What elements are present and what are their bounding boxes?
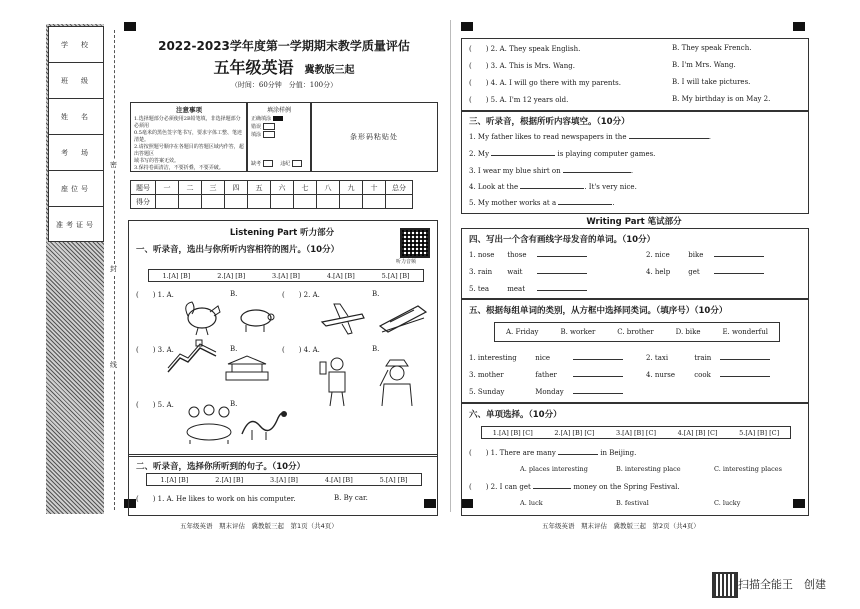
notice-line: 1.选择题部分必须使用2B铅笔填，非选择题部分必须用 bbox=[134, 116, 241, 129]
question-label: ( ) 1. A. He likes to work on his computer. bbox=[136, 495, 296, 503]
word-bank-option: D. bike bbox=[675, 328, 701, 336]
answer-blank[interactable] bbox=[720, 376, 770, 377]
mc-stem: money on the Spring Festival. bbox=[573, 483, 680, 491]
category-word: 4. nurse bbox=[646, 371, 676, 379]
option-b-label: B. bbox=[230, 290, 238, 298]
fill-blank-text: . bbox=[612, 199, 615, 207]
score-header-cell: 三 bbox=[202, 181, 225, 195]
subject-line bbox=[128, 55, 440, 78]
absent-label: 缺考 bbox=[251, 161, 262, 167]
part6-title: 六、单项选择。（10分） bbox=[469, 410, 562, 420]
dragon-dance-picture bbox=[240, 404, 288, 442]
cheat-checkbox[interactable] bbox=[292, 160, 302, 167]
absent-checkbox[interactable] bbox=[263, 160, 273, 167]
qr-code-icon[interactable] bbox=[400, 228, 430, 258]
answer-choice[interactable]: 5.[A] [B] bbox=[381, 271, 410, 280]
question-label: ( ) 3. A. This is Mrs. Wang. bbox=[469, 62, 575, 70]
category-word: Monday bbox=[535, 388, 564, 396]
score-cell[interactable] bbox=[225, 195, 248, 209]
fill-correct-label: 正确填涂 bbox=[251, 116, 272, 122]
phonics-word: those bbox=[507, 251, 527, 259]
part2-answer-row bbox=[146, 473, 422, 486]
score-header-cell: 五 bbox=[248, 181, 271, 195]
answer-blank[interactable] bbox=[629, 138, 709, 139]
phonics-word: 3. rain bbox=[469, 268, 493, 276]
notice-line: 2.请按照题号顺序在各题目的答题区域内作答，超出答题区 bbox=[134, 144, 244, 157]
registration-mark bbox=[793, 22, 805, 31]
word-bank-option: C. brother bbox=[617, 328, 654, 336]
page1-footer: 五年级英语 期末评估 冀教版三起 第1页（共4页） bbox=[180, 522, 338, 530]
category-item bbox=[469, 354, 623, 362]
score-header-cell: 总分 bbox=[386, 181, 413, 195]
mc-option[interactable]: B. festival bbox=[616, 499, 649, 507]
part5-title: 五、根据每组单词的类别，从方框中选择同类词。（填序号）（10分） bbox=[469, 306, 728, 316]
score-header-cell: 四 bbox=[225, 181, 248, 195]
turkey-picture bbox=[180, 298, 226, 336]
fill-blank-text: . It's very nice. bbox=[584, 183, 637, 191]
exam-room-field: 考 场 bbox=[49, 135, 103, 171]
word-bank-box bbox=[494, 322, 780, 342]
exam-title: 2022-2023学年度第一学期期末教学质量评估 bbox=[158, 39, 410, 53]
answer-blank[interactable] bbox=[537, 256, 587, 257]
option-b-label: B. I'm Mrs. Wang. bbox=[672, 61, 736, 69]
time-info: （时间：60分钟 分值：100分） bbox=[230, 81, 338, 89]
police-officer-picture bbox=[374, 356, 420, 408]
fill-blank-text: . bbox=[630, 167, 634, 175]
score-table bbox=[130, 180, 413, 209]
option-b-label: B. They speak French. bbox=[672, 44, 752, 52]
airplane-picture bbox=[318, 300, 366, 336]
answer-blank[interactable] bbox=[714, 273, 764, 274]
part1-title: 一、听录音，选出与你所听内容相符的图片。（10分） bbox=[136, 245, 340, 255]
phonics-item bbox=[469, 268, 587, 276]
answer-choice[interactable]: 2.[A] [B] [C] bbox=[554, 428, 595, 437]
answer-choice[interactable]: 3.[A] [B] bbox=[272, 271, 300, 280]
wrong-fill-icon bbox=[263, 131, 275, 138]
category-item bbox=[646, 354, 770, 362]
category-word: father bbox=[535, 371, 557, 379]
question-label: ( ) 4. A. I will go there with my parents. bbox=[469, 79, 621, 87]
fill-blank-text: is playing computer games. bbox=[557, 150, 656, 158]
fill-example-title: 填涂样例 bbox=[266, 107, 291, 114]
answer-blank[interactable] bbox=[520, 188, 584, 189]
part6-answer-row bbox=[481, 426, 791, 439]
score-table-score-row bbox=[131, 195, 413, 209]
fill-blank-item bbox=[469, 150, 655, 158]
word-bank-option: A. Friday bbox=[505, 328, 539, 336]
phonics-word: wait bbox=[507, 268, 523, 276]
notice-line: 0.5毫米的黑色签字笔书写，要求字体工整、笔迹清楚。 bbox=[134, 130, 242, 143]
mc-option[interactable]: B. interesting place bbox=[616, 465, 681, 473]
score-header-cell: 九 bbox=[340, 181, 363, 195]
fill-blank-text: . bbox=[708, 133, 711, 141]
option-b-label: B. My birthday is on May 2. bbox=[672, 95, 771, 103]
student-info-strip bbox=[48, 26, 104, 242]
notice-line: 3.保持卷面清洁，不要折叠，不要弄破。 bbox=[134, 165, 224, 171]
mc-option[interactable]: A. luck bbox=[520, 499, 543, 507]
fill-blank-text: 1. My father likes to read newspapers in the bbox=[469, 133, 627, 141]
pig-picture bbox=[236, 304, 276, 334]
answer-choice[interactable]: 4.[A] [B] bbox=[326, 271, 355, 280]
option-b-label: B. I will take pictures. bbox=[672, 78, 751, 86]
category-word: nice bbox=[535, 354, 551, 362]
category-word: cook bbox=[694, 371, 711, 379]
question-label: ( ) 2. A. bbox=[282, 291, 320, 299]
cheat-label: 违纪 bbox=[280, 161, 291, 167]
score-header-cell: 六 bbox=[271, 181, 294, 195]
answer-choice[interactable]: 2.[A] [B] bbox=[217, 271, 246, 280]
registration-mark bbox=[124, 22, 136, 31]
writing-title: Writing Part 笔试部分 bbox=[586, 217, 682, 227]
name-field: 姓 名 bbox=[49, 99, 103, 135]
answer-choice[interactable]: 1.[A] [B] bbox=[162, 271, 191, 280]
fill-blank-item bbox=[469, 167, 633, 175]
score-header-cell: 二 bbox=[179, 181, 202, 195]
phonics-item bbox=[469, 285, 587, 293]
answer-blank[interactable] bbox=[720, 359, 770, 360]
question-label: ( ) 3. A. bbox=[136, 346, 174, 354]
answer-choice[interactable]: 3.[A] [B] bbox=[270, 475, 298, 484]
answer-choice[interactable]: 3.[A] [B] [C] bbox=[615, 428, 656, 437]
registration-mark bbox=[461, 22, 473, 31]
answer-choice[interactable]: 5.[A] [B] bbox=[379, 475, 408, 484]
option-b-label: B. bbox=[372, 345, 380, 353]
notice-title: 注意事项 bbox=[176, 106, 202, 114]
score-cell[interactable] bbox=[294, 195, 317, 209]
score-cell[interactable] bbox=[363, 195, 386, 209]
people-eating-picture bbox=[182, 402, 236, 444]
fill-blank-text: 5. My mother works at a bbox=[469, 199, 557, 207]
category-item bbox=[469, 371, 623, 379]
score-cell[interactable] bbox=[271, 195, 294, 209]
answer-choice[interactable]: 4.[A] [B] bbox=[324, 475, 353, 484]
phonics-item bbox=[646, 268, 764, 276]
fill-blank-text: 2. My bbox=[469, 150, 490, 158]
phonics-item bbox=[646, 251, 764, 259]
question-label: ( ) 5. A. I'm 12 years old. bbox=[469, 96, 569, 104]
page-divider bbox=[450, 20, 451, 512]
answer-blank[interactable] bbox=[714, 256, 764, 257]
fill-blank-item bbox=[469, 183, 637, 191]
fill-example-box bbox=[246, 102, 312, 172]
answer-blank[interactable] bbox=[573, 376, 623, 377]
scanner-qr-icon bbox=[712, 572, 738, 598]
option-b-label: B. bbox=[230, 400, 238, 408]
score-header-cell: 八 bbox=[317, 181, 340, 195]
seal-mark-mi: 密 bbox=[110, 161, 117, 169]
mc-stem: ( ) 1. There are many bbox=[469, 449, 556, 457]
answer-blank[interactable] bbox=[537, 273, 587, 274]
category-word: 1. interesting bbox=[469, 354, 517, 362]
answer-blank[interactable] bbox=[537, 290, 587, 291]
worker-picture bbox=[318, 356, 356, 408]
notice-box bbox=[130, 102, 248, 172]
score-row-label: 得分 bbox=[131, 195, 156, 209]
phonics-word: 1. nose bbox=[469, 251, 495, 259]
score-cell[interactable] bbox=[340, 195, 363, 209]
phonics-word: get bbox=[688, 268, 700, 276]
score-table-header-row bbox=[131, 181, 413, 195]
phonics-word: 5. tea bbox=[469, 285, 490, 293]
phonics-item bbox=[469, 251, 587, 259]
question-label: ( ) 4. A. bbox=[282, 346, 320, 354]
answer-blank[interactable] bbox=[558, 454, 598, 455]
question-label: ( ) 2. A. They speak English. bbox=[469, 45, 581, 53]
category-word: 2. taxi bbox=[646, 354, 669, 362]
admission-number-field: 准考证号 bbox=[56, 220, 96, 229]
barcode-area bbox=[310, 102, 438, 172]
barcode-label: 条形码粘贴处 bbox=[350, 133, 398, 141]
mc-option[interactable]: C. lucky bbox=[714, 499, 741, 507]
answer-blank[interactable] bbox=[558, 204, 612, 205]
class-field: 班 级 bbox=[49, 63, 103, 99]
phonics-word: 4. help bbox=[646, 268, 671, 276]
mc-option[interactable]: C. interesting places bbox=[714, 465, 782, 473]
scanner-watermark: 扫描全能王 创建 bbox=[738, 578, 826, 591]
answer-choice[interactable]: 1.[A] [B] bbox=[160, 475, 189, 484]
mc-question bbox=[469, 482, 680, 492]
category-word: 5. Sunday bbox=[469, 388, 505, 396]
school-field: 学 校 bbox=[49, 27, 103, 63]
answer-choice[interactable]: 1.[A] [B] [C] bbox=[492, 428, 533, 437]
question-label: ( ) 5. A. bbox=[136, 401, 174, 409]
word-bank-option: B. worker bbox=[560, 328, 596, 336]
score-cell[interactable] bbox=[156, 195, 179, 209]
part1-answer-row bbox=[148, 269, 424, 282]
score-cell[interactable] bbox=[179, 195, 202, 209]
seal-mark-feng: 封 bbox=[110, 265, 117, 273]
score-header-cell: 一 bbox=[156, 181, 179, 195]
answer-blank[interactable] bbox=[573, 393, 623, 394]
part4-title: 四、写出一个含有画线字母发音的单词。（10分） bbox=[469, 235, 656, 245]
mc-stem: ( ) 2. I can get bbox=[469, 483, 531, 491]
category-item bbox=[646, 371, 770, 379]
option-b-label: B. bbox=[230, 345, 238, 353]
train-picture bbox=[378, 298, 428, 334]
mc-question bbox=[469, 448, 636, 458]
answer-blank[interactable] bbox=[533, 488, 571, 489]
category-word: train bbox=[694, 354, 712, 362]
phonics-word: 2. nice bbox=[646, 251, 670, 259]
subject-title: 五年级英语 bbox=[213, 58, 294, 77]
seat-number-field: 座位号 bbox=[49, 171, 103, 207]
page2-footer: 五年级英语 期末评估 冀教版三起 第2页（共4页） bbox=[542, 522, 700, 530]
answer-choice[interactable]: 2.[A] [B] bbox=[215, 475, 244, 484]
part3-title: 三、听录音，根据所听内容填空。（10分） bbox=[469, 117, 630, 127]
notice-line: 域书写的答案无效。 bbox=[134, 158, 180, 164]
fill-blank-item bbox=[469, 199, 615, 207]
great-wall-picture bbox=[166, 338, 218, 376]
answer-choice[interactable]: 4.[A] [B] [C] bbox=[677, 428, 718, 437]
edition-label: 冀教版三起 bbox=[304, 65, 355, 76]
score-header-cell: 七 bbox=[294, 181, 317, 195]
option-b-label: B. bbox=[372, 290, 380, 298]
score-cell[interactable] bbox=[317, 195, 340, 209]
score-header-cell: 十 bbox=[363, 181, 386, 195]
tiananmen-picture bbox=[224, 354, 270, 382]
seal-mark-xian: 线 bbox=[110, 361, 117, 369]
answer-blank[interactable] bbox=[563, 172, 631, 173]
fill-wrong-label-2: 填涂 bbox=[251, 132, 262, 138]
qr-label: 听力音频 bbox=[396, 259, 417, 265]
fill-blank-text: 4. Look at the bbox=[469, 183, 519, 191]
phonics-word: bike bbox=[688, 251, 704, 259]
wrong-fill-icon bbox=[263, 123, 275, 130]
listening-title: Listening Part 听力部分 bbox=[229, 228, 335, 238]
category-word: 3. mother bbox=[469, 371, 504, 379]
answer-blank[interactable] bbox=[491, 155, 555, 156]
mc-option[interactable]: A. places interesting bbox=[520, 465, 588, 473]
fill-wrong-label: 错误 bbox=[251, 124, 262, 130]
score-header-cell: 题号 bbox=[131, 181, 156, 195]
score-cell[interactable] bbox=[248, 195, 271, 209]
option-b-label: B. By car. bbox=[334, 494, 368, 502]
mc-stem: in Beijing. bbox=[600, 449, 637, 457]
word-bank-option: E. wonderful bbox=[722, 328, 769, 336]
score-cell[interactable] bbox=[386, 195, 413, 209]
filled-box-icon bbox=[273, 116, 283, 121]
question-label: ( ) 1. A. bbox=[136, 291, 174, 299]
answer-blank[interactable] bbox=[573, 359, 623, 360]
score-cell[interactable] bbox=[202, 195, 225, 209]
part2-title: 二、听录音，选择你所听到的句子。（10分） bbox=[136, 462, 306, 472]
fill-blank-item bbox=[469, 133, 711, 141]
category-item bbox=[469, 388, 623, 396]
fill-blank-text: 3. I wear my blue shirt on bbox=[469, 167, 561, 175]
answer-choice[interactable]: 5.[A] [B] [C] bbox=[739, 428, 780, 437]
phonics-word: meat bbox=[507, 285, 526, 293]
